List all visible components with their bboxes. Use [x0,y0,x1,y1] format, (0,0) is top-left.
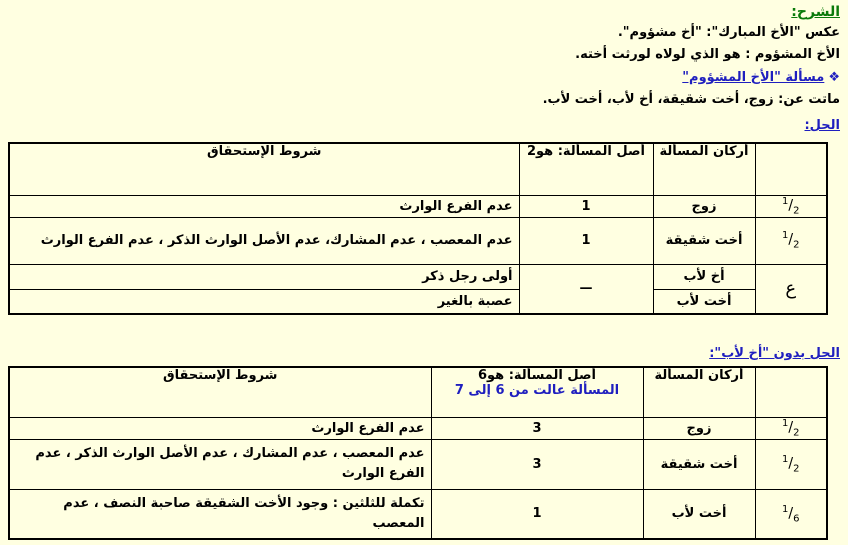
condition-text: عدم المعصب ، عدم المشارك ، عدم الأصل الوارث الذكر ، عدم الفرع الوارث [9,439,431,489]
solution2-label: الحل بدون "أخ لأب": [709,346,840,361]
header-origin: أصل المسألة: هو2 [519,143,653,195]
origin-value: — [519,264,653,314]
share-fraction: $^1/_2$ [755,439,827,489]
table-row [9,489,827,539]
header-conditions: شروط الإستحقاق [9,367,431,417]
heir-name: أخ لأب [653,264,755,289]
heir-name: أخت شقيقة [643,439,755,489]
problem-heading [8,70,840,85]
origin-value: 1 [519,217,653,264]
table-row [9,217,827,264]
heir-name: زوج [643,417,755,439]
table-header-row [9,143,827,195]
condition-text: تكملة للثلثين : وجود الأخت الشقيقة صاحبة النصف ، عدم المعصب [9,489,431,539]
origin-value: 3 [431,439,643,489]
explanation-line-2: الأخ المشؤوم : هو الذي لولاه لورثت أخته. [575,47,840,62]
header-pillars: أركان المسألة [653,143,755,195]
origin-value: 3 [431,417,643,439]
table-row [9,195,827,217]
heir-name: أخت شقيقة [653,217,755,264]
share-fraction: $^1/_2$ [755,217,827,264]
share-residuary: ع [755,264,827,314]
origin-title: أصل المسألة: هو6 [477,368,596,383]
problem-text: ماتت عن: زوج، أخت شقيقة، أخ لأب، أخت لأب. [542,92,840,107]
header-origin [431,367,643,417]
solution1-table [8,142,828,315]
problem-label: مسألة "الأخ المشؤوم" [682,70,825,85]
condition-text: عدم المعصب ، عدم المشارك، عدم الأصل الوارث الذكر ، عدم الفرع الوارث [9,217,519,264]
origin-note: المسألة عالت من 6 إلى 7 [454,383,620,398]
explanation-line-1: عكس "الأخ المبارك": "أخ مشؤوم". [617,25,840,40]
header-pillars: أركان المسألة [643,367,755,417]
share-fraction: $^1/_6$ [755,489,827,539]
table-row [9,264,827,289]
explanation-label: الشرح: [791,4,840,20]
condition-text: عدم الفرع الوارث [9,195,519,217]
corner-cell [755,367,827,417]
diamond-bullet-icon: ❖ [828,70,840,85]
table-header-row [9,367,827,417]
heir-name: زوج [653,195,755,217]
table-row [9,439,827,489]
share-fraction: $^1/_2$ [755,417,827,439]
solution2-table [8,366,828,540]
origin-value: 1 [519,195,653,217]
table-row [9,417,827,439]
header-conditions: شروط الإستحقاق [9,143,519,195]
corner-cell [755,143,827,195]
share-fraction: $^1/_2$ [755,195,827,217]
condition-text: أولى رجل ذكر [9,264,519,289]
origin-value: 1 [431,489,643,539]
heir-name: أخت لأب [643,489,755,539]
solution1-label: الحل: [804,118,840,133]
condition-text: عدم الفرع الوارث [9,417,431,439]
heir-name: أخت لأب [653,289,755,314]
condition-text: عصبة بالغير [9,289,519,314]
table-row [9,289,827,314]
